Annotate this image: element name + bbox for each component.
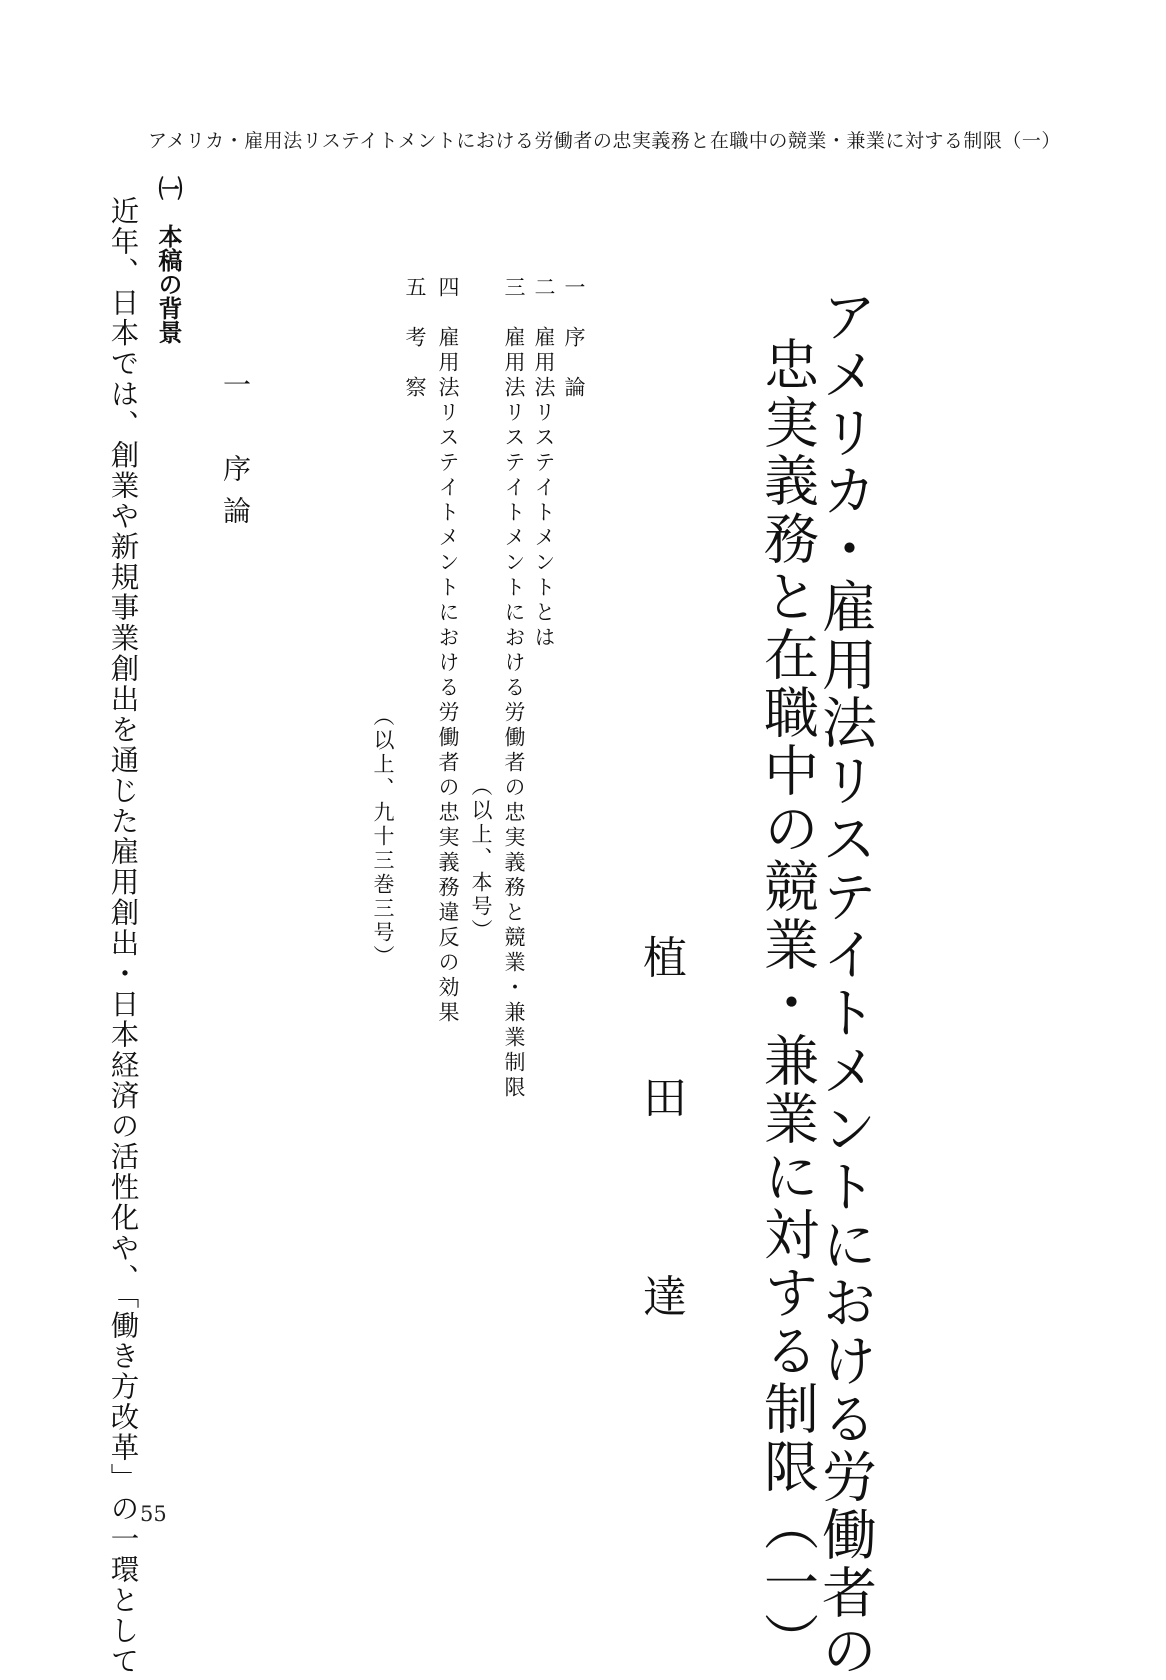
body-text-line: 近年、日本では、創業や新規事業創出を通じた雇用創出・日本経済の活性化や、「働き方改革」の一環として	[106, 196, 140, 1677]
running-header: アメリカ・雇用法リステイトメントにおける労働者の忠実義務と在職中の競業・兼業に対する制限（一）	[148, 130, 1061, 152]
toc-item-3: 三 雇用法リステイトメントにおける労働者の忠実義務と競業・兼業制限	[502, 276, 526, 1101]
toc-note-next-issue: （以上、九十三巻三号）	[371, 705, 395, 969]
subsection-heading: ㈠ 本稿の背景	[154, 176, 182, 344]
article-title-line-1: アメリカ・雇用法リステイトメントにおける労働者の	[813, 288, 877, 1680]
section-heading: 一 序論	[219, 370, 252, 538]
page-number: 55	[140, 1502, 167, 1526]
author-char-3: 達	[643, 1272, 687, 1323]
article-title-line-2: 忠実義務と在職中の競業・兼業に対する制限（一）	[755, 336, 819, 1670]
toc-item-5: 五 考 察	[403, 276, 427, 401]
author-char-1: 植	[643, 933, 687, 984]
author-char-2: 田	[643, 1073, 687, 1124]
toc-item-2: 二 雇用法リステイトメントとは	[532, 276, 556, 651]
toc-note-this-issue: （以上、本号）	[469, 775, 493, 943]
toc-item-4: 四 雇用法リステイトメントにおける労働者の忠実義務違反の効果	[436, 276, 460, 1026]
toc-item-1: 一 序 論	[562, 276, 586, 401]
